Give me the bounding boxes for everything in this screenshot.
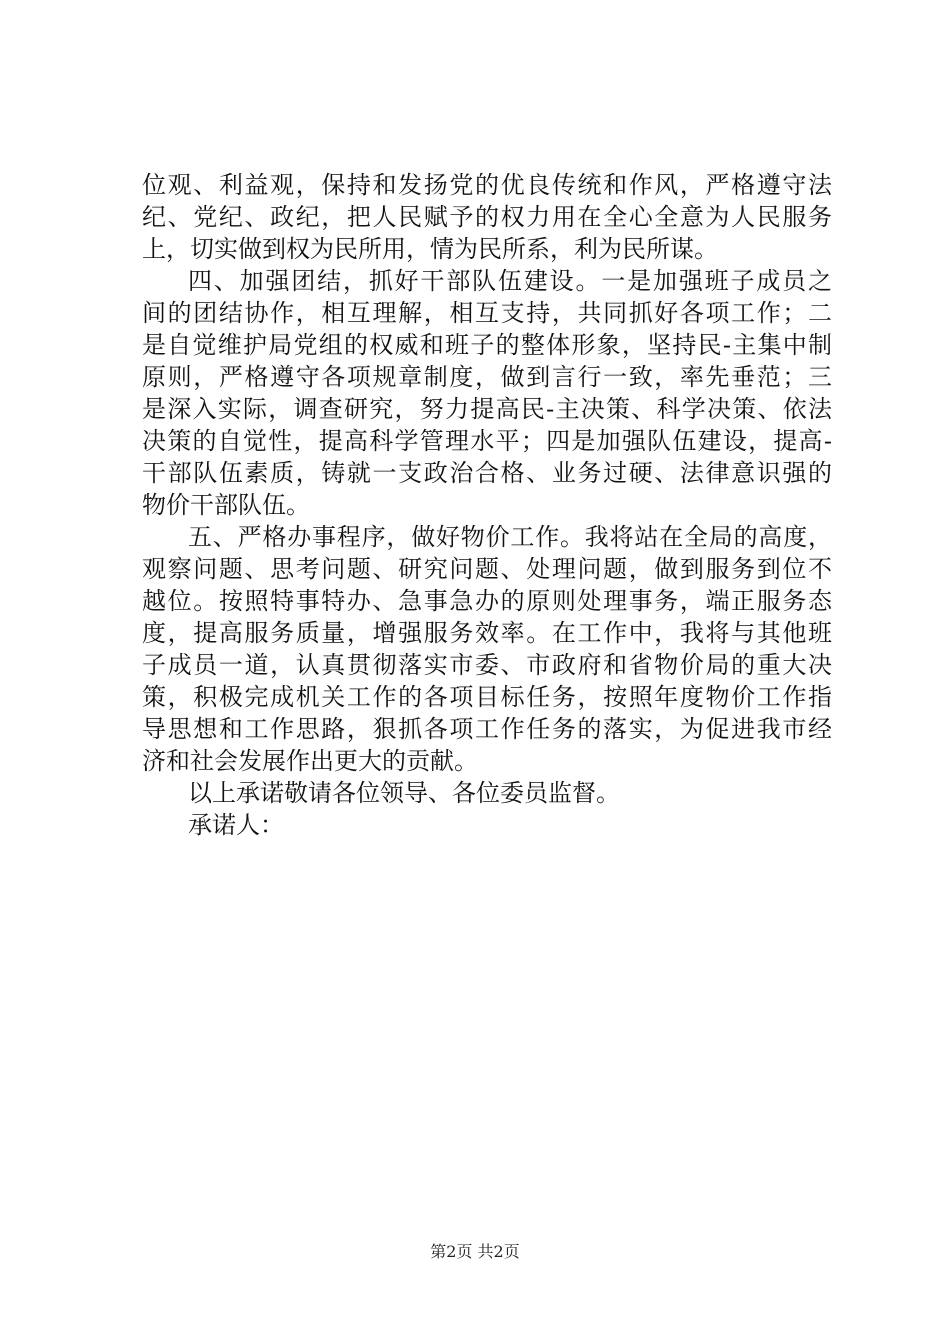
text-line: 间的团结协作，相互理解，相互支持，共同抓好各项工作；二 — [142, 299, 832, 327]
text-line: 观察问题、思考问题、研究问题、处理问题，做到服务到位不 — [142, 555, 832, 583]
text-line: 五、严格办事程序，做好物价工作。我将站在全局的高度， — [188, 523, 832, 551]
text-line: 上，切实做到权为民所用，情为民所系，利为民所谋。 — [142, 235, 718, 263]
text-line: 是深入实际，调查研究，努力提高民-主决策、科学决策、依法 — [142, 395, 832, 423]
signature-label: 承诺人： — [188, 811, 284, 839]
text-line: 四、加强团结，抓好干部队伍建设。一是加强班子成员之 — [188, 267, 832, 295]
text-line: 干部队伍素质，铸就一支政治合格、业务过硬、法律意识强的 — [142, 459, 832, 487]
text-line: 策，积极完成机关工作的各项目标任务，按照年度物价工作指 — [142, 683, 832, 711]
page-number-footer: 第2页 共2页 — [430, 1242, 520, 1261]
text-line: 物价干部队伍。 — [142, 491, 310, 519]
text-line: 位观、利益观，保持和发扬党的优良传统和作风，严格遵守法 — [142, 171, 832, 199]
text-line: 子成员一道，认真贯彻落实市委、市政府和省物价局的重大决 — [142, 651, 832, 679]
text-line: 决策的自觉性，提高科学管理水平；四是加强队伍建设，提高- — [142, 427, 832, 455]
text-line: 济和社会发展作出更大的贡献。 — [142, 747, 478, 775]
document-body — [142, 169, 832, 841]
text-line: 导思想和工作思路，狠抓各项工作任务的落实，为促进我市经 — [142, 715, 832, 743]
text-line: 是自觉维护局党组的权威和班子的整体形象，坚持民-主集中制 — [142, 331, 832, 359]
text-line: 以上承诺敬请各位领导、各位委员监督。 — [188, 779, 620, 807]
text-line: 度，提高服务质量，增强服务效率。在工作中，我将与其他班 — [142, 619, 832, 647]
text-line: 越位。按照特事特办、急事急办的原则处理事务，端正服务态 — [142, 587, 832, 615]
text-line: 纪、党纪、政纪，把人民赋予的权力用在全心全意为人民服务 — [142, 203, 832, 231]
text-line: 原则，严格遵守各项规章制度，做到言行一致，率先垂范；三 — [142, 363, 832, 391]
